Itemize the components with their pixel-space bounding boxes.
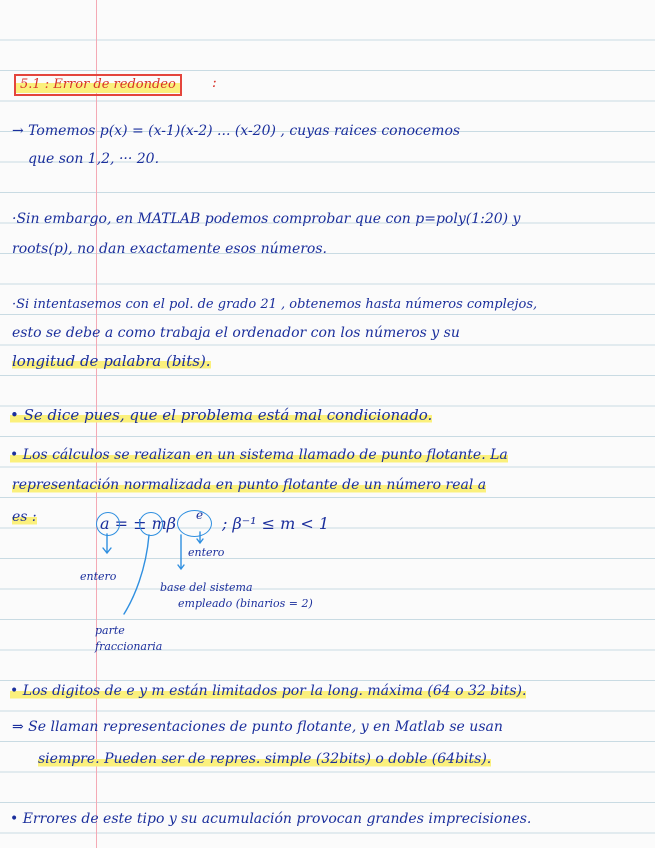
text-line-4: roots(p), no dan exactamente esos números.: [12, 241, 327, 257]
annotation-base: base del sistema: [160, 581, 253, 594]
text-line-9: • Los cálculos se realizan en un sistema llamado de punto flotante. La: [10, 447, 508, 463]
text-line-12: • Los digitos de e y m están limitados por la long. máxima (64 o 32 bits).: [10, 683, 527, 699]
text-line-14: siempre. Pueden ser de repres. simple (32bits) o doble (64bits).: [38, 751, 492, 767]
annotation-parte: parte: [95, 624, 125, 637]
text-line-2: que son 1,2, ··· 20.: [28, 151, 160, 167]
text-line-6: esto se debe a como trabaja el ordenador con los números y su: [12, 325, 460, 341]
text-line-3: ·Sin embargo, en MATLAB podemos comprobar que con p=poly(1:20) y: [12, 211, 521, 227]
text-line-5: ·Si intentasemos con el pol. de grado 21 , obtenemos hasta números complejos,: [12, 297, 538, 312]
text-line-10: representación normalizada en punto flotante de un número real a: [12, 477, 487, 493]
text-line-11: es :: [12, 509, 37, 525]
text-line-7: longitud de palabra (bits).: [12, 352, 211, 370]
text-line-1: → Tomemos p(x) = (x-1)(x-2) ... (x-20) , cuyas raices conocemos: [12, 123, 461, 139]
title-colon: :: [212, 75, 217, 91]
text-line-15: • Errores de este tipo y su acumulación provocan grandes imprecisiones.: [10, 811, 532, 827]
text-line-13: ⇒ Se llaman representaciones de punto flotante, y en Matlab se usan: [12, 719, 503, 735]
annotation-fraccionaria: fraccionaria: [95, 640, 163, 653]
annotation-entero-sign: entero: [80, 570, 117, 583]
text-line-8: • Se dice pues, que el problema está mal condicionado.: [10, 406, 433, 424]
float-formula: a = ± mβ: [100, 514, 177, 533]
section-title: 5.1 : Error de redondeo: [14, 74, 182, 96]
annotation-entero-exponent: entero: [188, 546, 225, 559]
formula-exponent: e: [196, 508, 204, 522]
normalization-condition: ; β⁻¹ ≤ m < 1: [222, 514, 330, 533]
annotation-base-binary: empleado (binarios = 2): [178, 597, 313, 610]
